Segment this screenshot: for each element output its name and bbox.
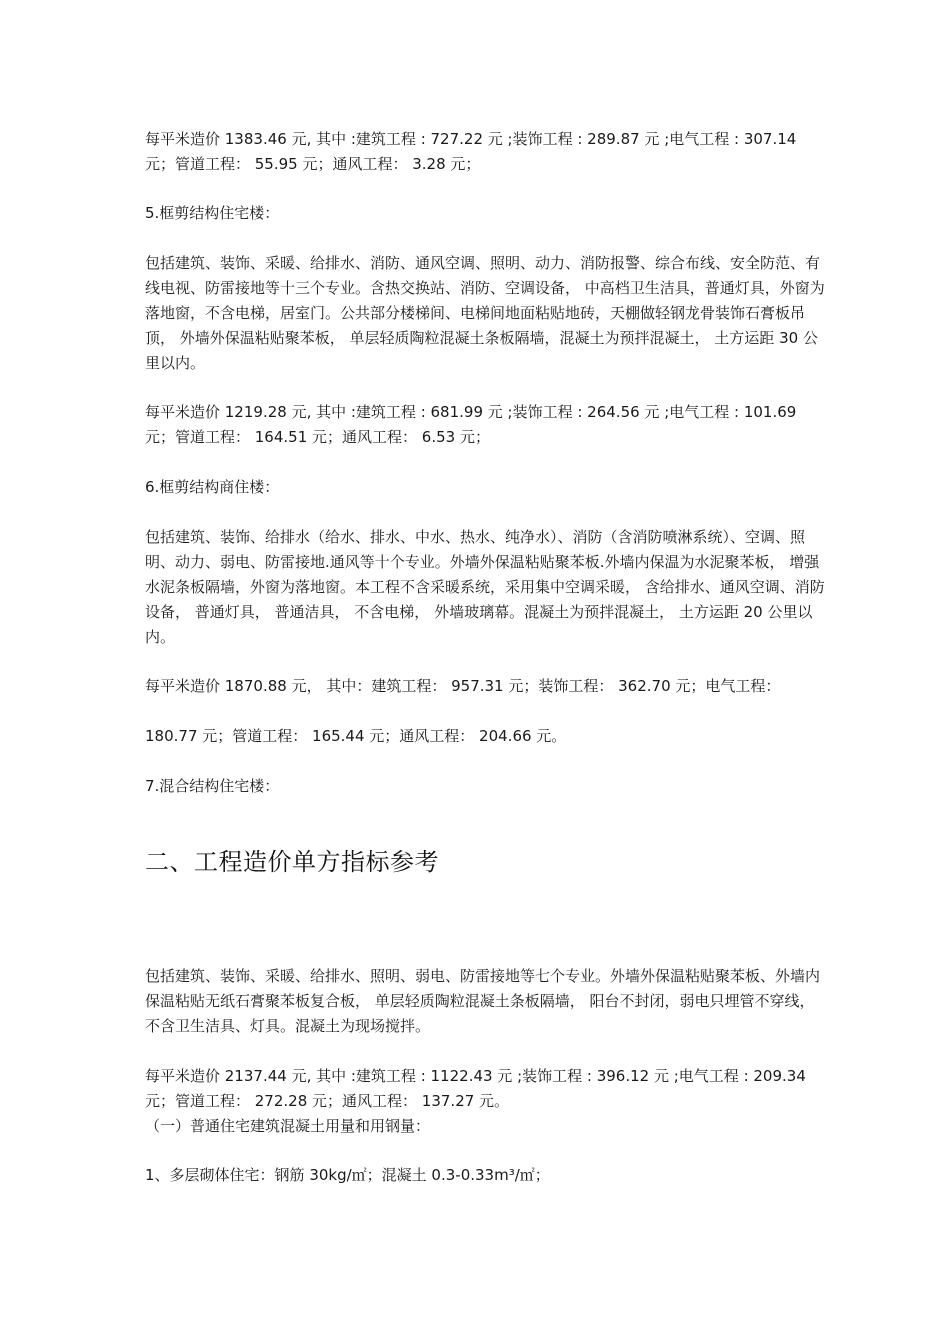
cost-paragraph-5: 每平米造价 1219.28 元, 其中 :建筑工程 : 681.99 元 ;装饰工程 : 264.56 元 ;电气工程 : 101.69 元；管道工程： 164.51 元；通风工程： 6.53 元； [145, 403, 797, 446]
cost-paragraph-1: 每平米造价 1383.46 元, 其中 :建筑工程 : 727.22 元 ;装饰工程 : 289.87 元 ;电气工程 : 307.14 元；管道工程： 55.95 元；通风工程： 3.28 元； [145, 130, 797, 173]
list-item-1: 1、多层砌体住宅：钢筋 30kg/㎡；混凝土 0.3-0.33m³/㎡； [145, 1166, 550, 1184]
subsection-heading: （一）普通住宅建筑混凝土用量和用钢量： [145, 1117, 431, 1135]
section-label-7: 7.混合结构住宅楼： [145, 777, 280, 795]
description-paragraph-7: 包括建筑、装饰、采暖、给排水、照明、弱电、防雷接地等七个专业。外墙外保温粘贴聚苯板、外墙内保温粘贴无纸石膏聚苯板复合板， 单层轻质陶粒混凝土条板隔墙， 阳台不封闭，弱电只埋管不穿线， 不含卫生洁具、灯具。混凝土为现场搅拌。 [145, 967, 821, 1035]
cost-paragraph-6-line-2: 180.77 元；管道工程： 165.44 元；通风工程： 204.66 元。 [145, 727, 567, 745]
section-label-5: 5.框剪结构住宅楼： [145, 204, 280, 222]
cost-paragraph-6-line-1: 每平米造价 1870.88 元， 其中：建筑工程： 957.31 元；装饰工程： 362.70 元；电气工程： [145, 677, 781, 695]
section-label-6: 6.框剪结构商住楼： [145, 478, 280, 496]
section-heading: 二、工程造价单方指标参考 [145, 848, 439, 876]
description-paragraph-5: 包括建筑、装饰、采暖、给排水、消防、通风空调、照明、动力、消防报警、综合布线、安全防范、有线电视、防雷接地等十三个专业。含热交换站、消防、空调设备， 中高档卫生洁具，普通灯具，外窗为落地窗，不含电梯，居室门。公共部分楼梯间、电梯间地面粘贴地砖，天棚做轻钢龙骨装饰石膏板吊顶， 外墙外保温粘贴聚苯板， 单层轻质陶粒混凝土条板隔墙，混凝土为预拌混凝土， 土方运距 30 公里以内。 [145, 254, 825, 372]
cost-paragraph-7: 每平米造价 2137.44 元, 其中 :建筑工程 : 1122.43 元 ;装饰工程 : 396.12 元 ;电气工程 : 209.34 元；管道工程： 272.28 元；通风工程： 137.27 元。 [145, 1067, 806, 1110]
description-paragraph-6: 包括建筑、装饰、给排水（给水、排水、中水、热水、纯净水）、消防（含消防喷淋系统）、空调、照明、动力、弱电、防雷接地.通风等十个专业。外墙外保温粘贴聚苯板.外墙内保温为水泥聚苯板， 增强水泥条板隔墙，外窗为落地窗。本工程不含采暖系统，采用集中空调采暖， 含给排水、通风空调、消防设备， 普通灯具， 普通洁具， 不含电梯， 外墙玻璃幕。混凝土为预拌混凝土， 土方运距 20 公里以内。 [145, 528, 825, 646]
